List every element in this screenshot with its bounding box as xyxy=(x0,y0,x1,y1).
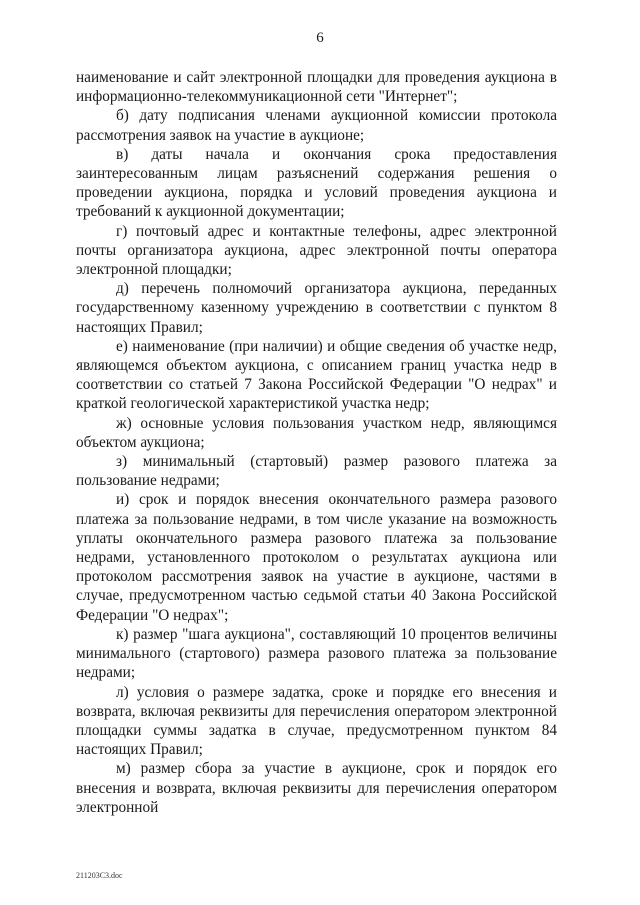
paragraph-item-l: л) условия о размере задатка, сроке и порядке его внесения и возврата, включая реквизиты для перечисления оператором электронной площадки суммы задатка в случае, предусмотренном пунктом 84 настоящих Правил; xyxy=(76,683,557,759)
paragraph-continuation: наименование и сайт электронной площадки для проведения аукциона в информационно-телекоммуникационной сети "Интернет"; xyxy=(76,69,557,106)
paragraph-item-g: г) почтовый адрес и контактные телефоны, адрес электронной почты организатора аукциона, адрес электронной почты оператора электронной площадки; xyxy=(76,222,557,279)
file-name-footer: 211203C3.doc xyxy=(76,871,123,880)
paragraph-item-k: к) размер "шага аукциона", составляющий 10 процентов величины минимального (стартового) размера разового платежа за пользование недрами; xyxy=(76,625,557,682)
paragraph-item-b: б) дату подписания членами аукционной комиссии протокола рассмотрения заявок на участие в аукционе; xyxy=(76,107,557,144)
page-number: 6 xyxy=(316,30,324,46)
paragraph-item-v: в) даты начала и окончания срока предоставления заинтересованным лицам разъяснений содержания решения о проведении аукциона, порядка и условий проведения аукциона и требований к аукционной документации; xyxy=(76,145,557,221)
paragraph-item-e: е) наименование (при наличии) и общие сведения об участке недр, являющемся объектом аукциона, с описанием границ участка недр в соответствии со статьей 7 Закона Российской Федерации "О недрах" и краткой геологической характеристикой участка недр; xyxy=(76,337,557,413)
paragraph-item-z: з) минимальный (стартовый) размер разового платежа за пользование недрами; xyxy=(76,453,557,490)
paragraph-item-i: и) срок и порядок внесения окончательного размера разового платежа за пользование недрами, в том числе указание на возможность уплаты окончательного размера разового платежа за пользование недрами, установленного протоколом о результатах аукциона или протоколом рассмотрения заявок на участие в аукционе, частями в случае, предусмотренном частью седьмой статьи 40 Закона Российской Федерации "О недрах"; xyxy=(76,491,557,624)
document-body xyxy=(76,68,557,817)
paragraph-item-d: д) перечень полномочий организатора аукциона, переданных государственному казенному учреждению в соответствии с пунктом 8 настоящих Правил; xyxy=(76,280,557,336)
paragraph-item-m: м) размер сбора за участие в аукционе, срок и порядок его внесения и возврата, включая реквизиты для перечисления оператором электронной xyxy=(76,760,557,816)
paragraph-item-zh: ж) основные условия пользования участком недр, являющимся объектом аукциона; xyxy=(76,414,557,451)
